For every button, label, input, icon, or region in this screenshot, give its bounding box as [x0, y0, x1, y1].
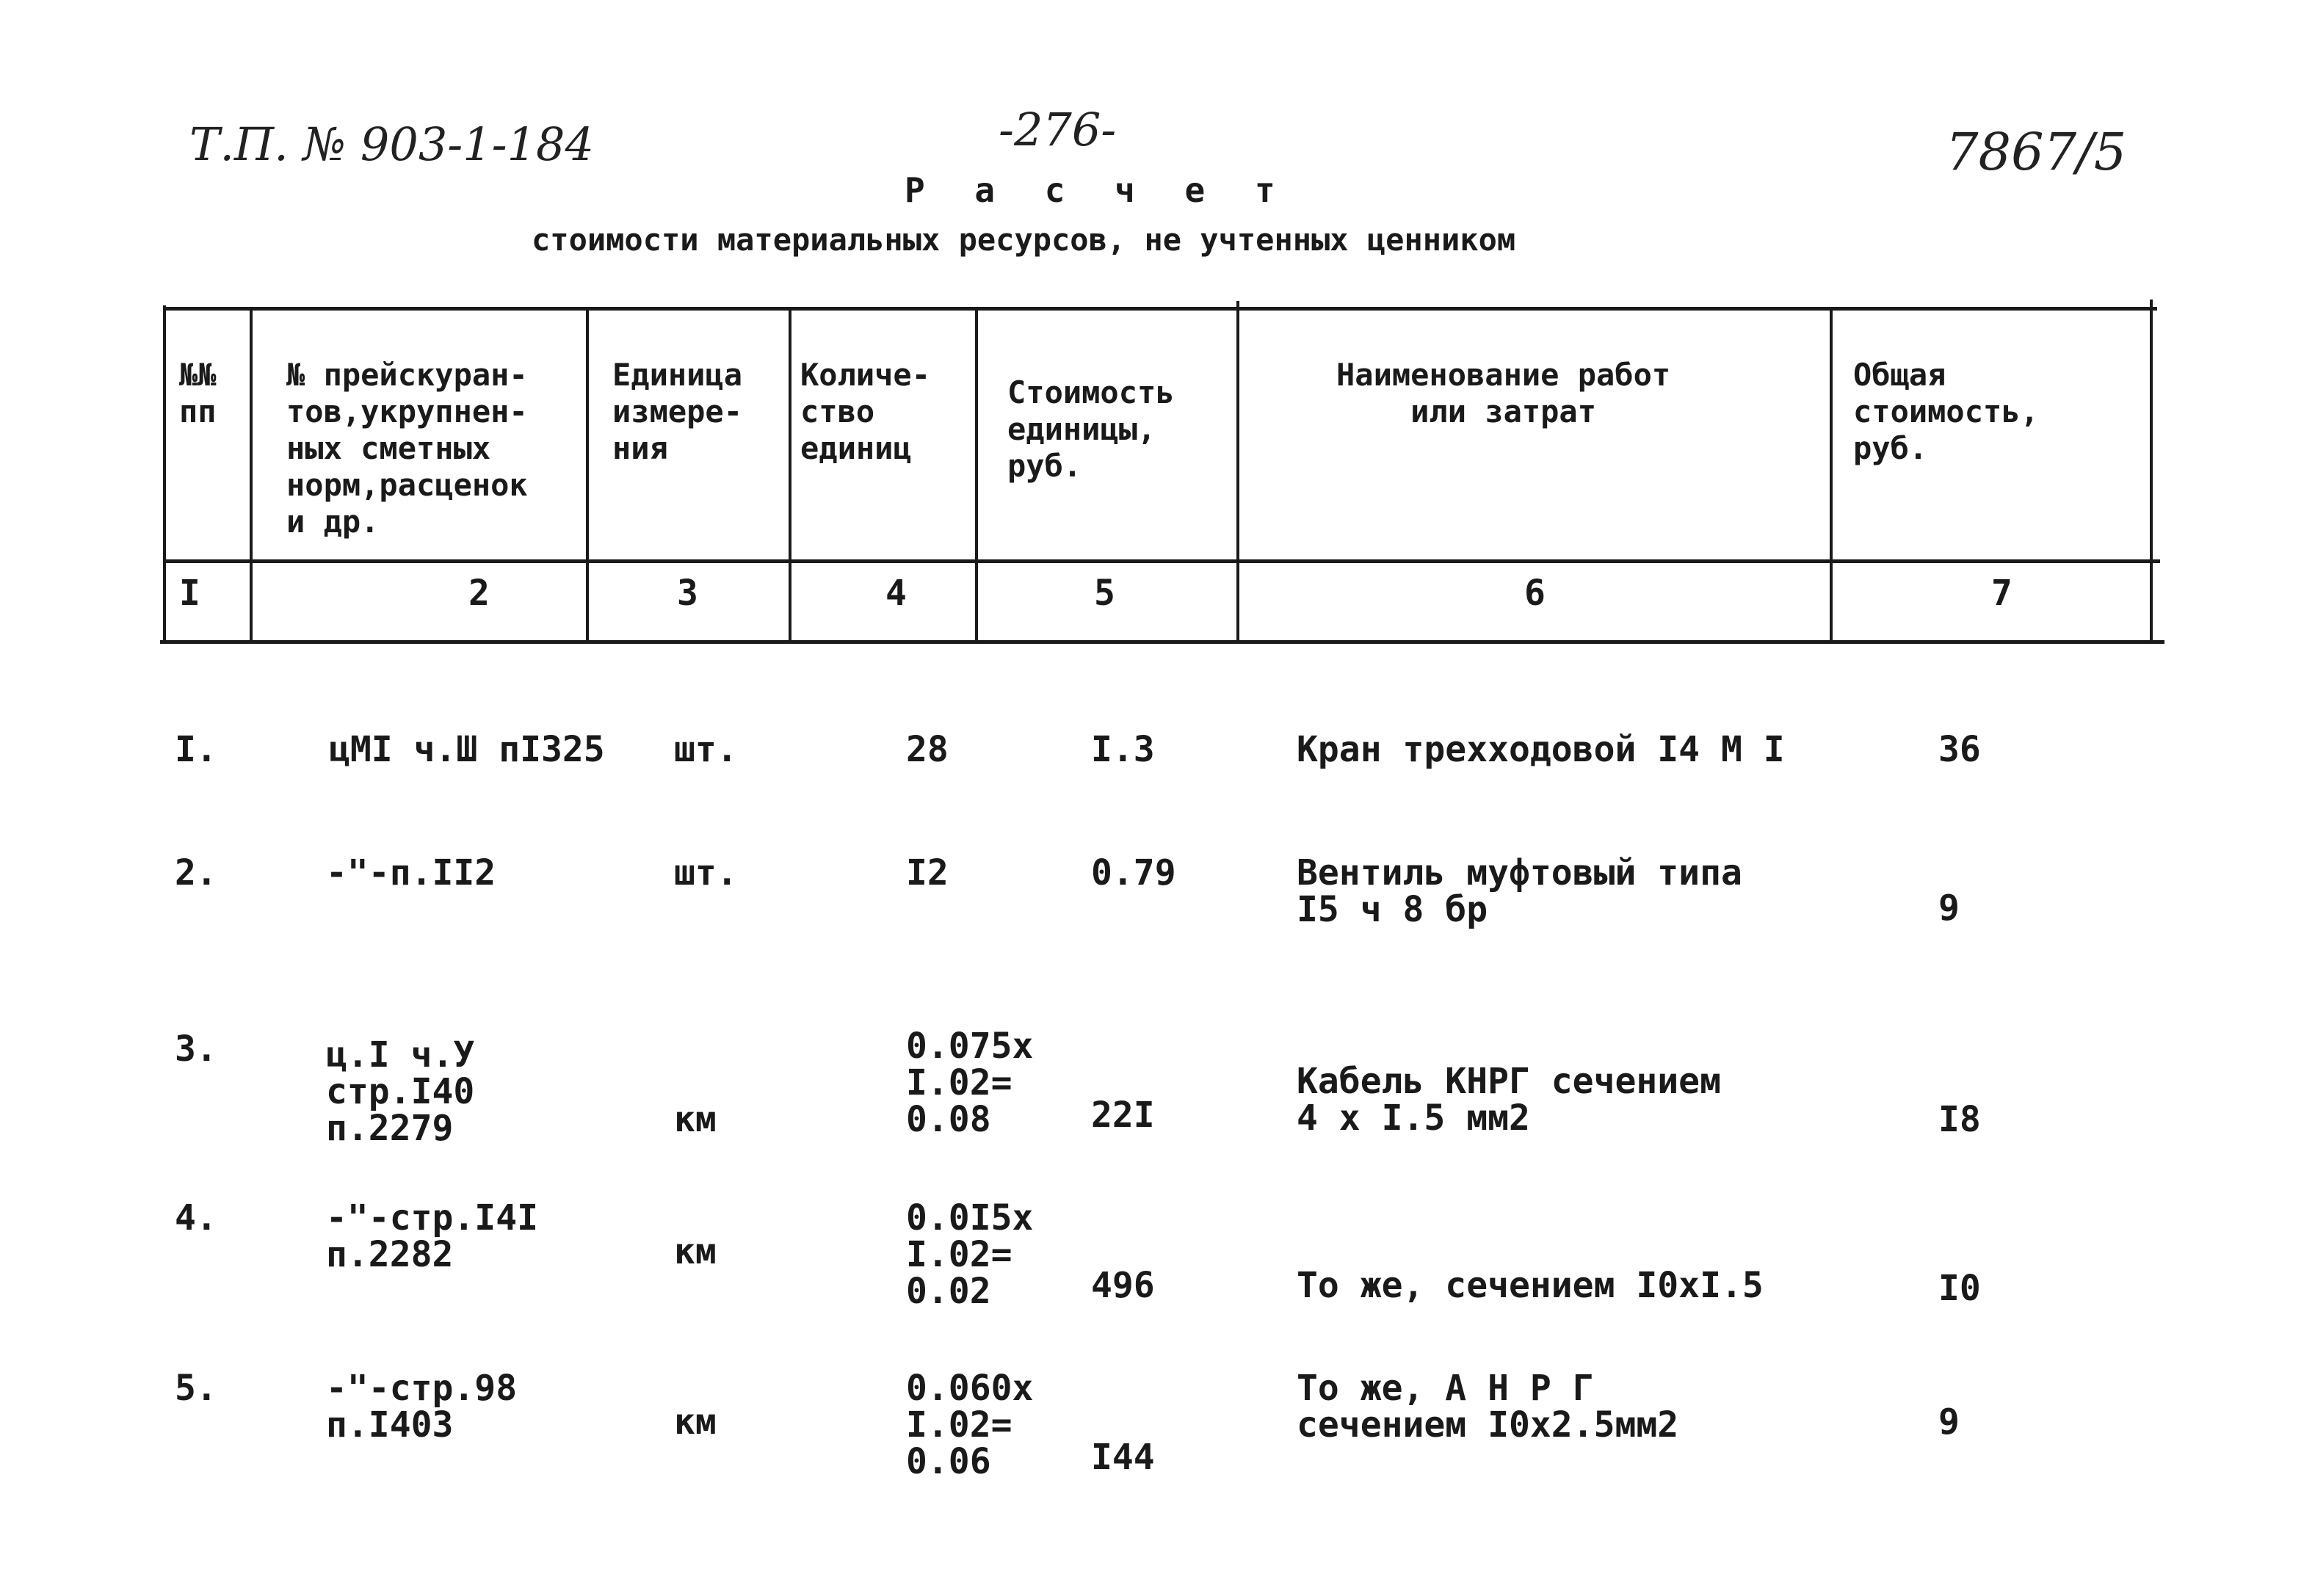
- row-work-name: То же, А Н Р Г сечением I0х2.5мм2: [1297, 1368, 1679, 1446]
- row-unit-cost: 0.79: [1091, 852, 1176, 893]
- col-number: 4: [885, 573, 907, 614]
- col-header-unit: Единица измере- ния: [612, 357, 743, 466]
- row-quantity: 0.060х I.02= 0.06: [906, 1368, 1034, 1482]
- row-unit-cost: 496: [1091, 1265, 1155, 1306]
- row-price-reference: -"-стр.98 п.I403: [326, 1368, 518, 1446]
- col-header-price-reference: № прейскуран- тов,укрупнен- ных сметных норм,расценок и др.: [286, 357, 528, 540]
- row-quantity: 0.075х I.02= 0.08: [906, 1026, 1034, 1140]
- row-quantity: 28: [906, 729, 949, 770]
- row-work-name: Вентиль муфтовый типа I5 ч 8 бр: [1297, 852, 1742, 930]
- row-work-name: Кабель КНРГ сечением 4 х I.5 мм2: [1297, 1061, 1721, 1139]
- row-number: 3.: [175, 1029, 217, 1070]
- row-price-reference: -"-стр.I4I п.2282: [326, 1197, 538, 1275]
- col-number: 5: [1094, 573, 1115, 614]
- row-price-reference: ц.I ч.У стр.I40 п.2279: [326, 1034, 475, 1149]
- row-unit-cost: 22I: [1091, 1095, 1155, 1136]
- col-header-row-number: №№ пп: [179, 357, 217, 429]
- col-header-quantity: Количе- ство единиц: [800, 357, 931, 466]
- row-work-name: То же, сечением I0хI.5: [1297, 1265, 1764, 1306]
- col-number: 3: [677, 573, 698, 614]
- row-number: I.: [175, 729, 217, 770]
- row-work-name: Кран трехходовой I4 М I: [1297, 729, 1785, 770]
- row-total-cost: 36: [1938, 729, 1981, 770]
- row-unit-cost: I44: [1091, 1437, 1155, 1478]
- col-number: 2: [468, 573, 490, 614]
- row-total-cost: I0: [1938, 1268, 1981, 1309]
- row-total-cost: I8: [1938, 1099, 1981, 1140]
- col-header-work-name: Наименование работ или затрат: [1336, 357, 1671, 429]
- col-header-unit-cost: Стоимость единицы, руб.: [1007, 374, 1175, 484]
- row-price-reference: цМI ч.Ш пI325: [329, 729, 605, 770]
- row-unit: км: [674, 1401, 717, 1443]
- row-unit-cost: I.3: [1091, 729, 1155, 770]
- row-unit: км: [674, 1231, 717, 1272]
- col-number: I: [179, 573, 200, 614]
- page-title: Р а с ч е т: [905, 170, 1290, 210]
- row-unit: шт.: [674, 852, 738, 893]
- page-number: -276-: [999, 103, 1117, 156]
- row-number: 5.: [175, 1368, 217, 1409]
- row-number: 4.: [175, 1197, 217, 1238]
- row-quantity: I2: [906, 852, 949, 893]
- col-header-total-cost: Общая стоимость, руб.: [1853, 357, 2039, 466]
- row-number: 2.: [175, 852, 217, 893]
- sheet-code: 7867/5: [1946, 122, 2127, 182]
- row-unit: шт.: [674, 729, 738, 770]
- row-price-reference: -"-п.II2: [326, 852, 496, 893]
- page-subtitle: стоимости материальных ресурсов, не учтенных ценником: [532, 222, 1516, 258]
- col-number: 6: [1524, 573, 1546, 614]
- row-unit: км: [674, 1099, 717, 1140]
- row-quantity: 0.0I5х I.02= 0.02: [906, 1197, 1034, 1312]
- row-total-cost: 9: [1938, 1401, 1960, 1443]
- doc-code: Т.П. № 903-1-184: [189, 117, 594, 171]
- col-number: 7: [1991, 573, 2013, 614]
- row-total-cost: 9: [1938, 888, 1960, 929]
